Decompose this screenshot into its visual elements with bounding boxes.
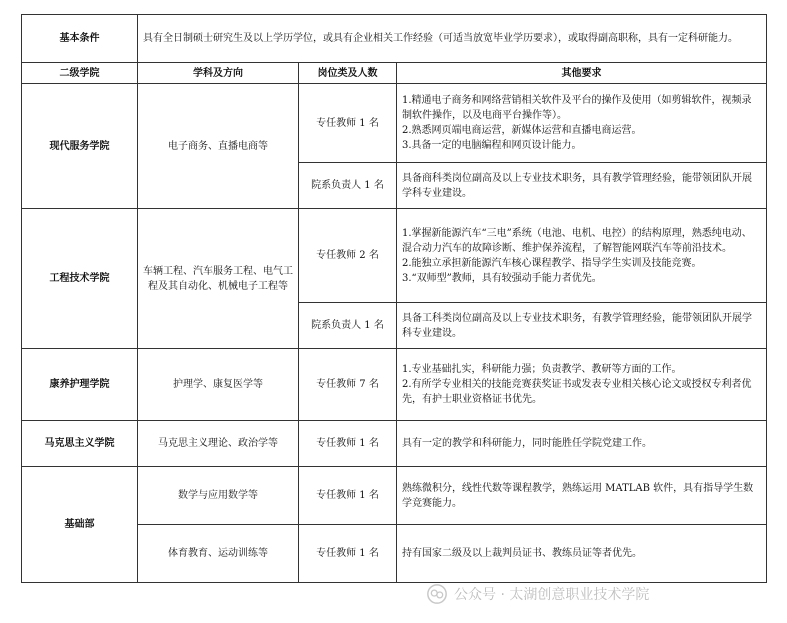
table-row (22, 421, 767, 467)
post-cell: 专任教师 1 名 (299, 467, 397, 525)
table-row (22, 349, 767, 421)
requirement-line: 具备商科类岗位副高及以上专业技术职务，具有教学管理经验，能带领团队开展学科专业建设。 (402, 172, 752, 199)
table-header-row (22, 63, 767, 84)
header-discipline: 学科及方向 (138, 63, 299, 84)
post-cell: 院系负责人 1 名 (299, 163, 397, 209)
requirements-cell (397, 303, 767, 349)
basic-conditions-label: 基本条件 (22, 15, 138, 63)
wechat-watermark (426, 583, 649, 605)
table-row (22, 209, 767, 303)
requirements-cell (397, 525, 767, 583)
requirements-cell (397, 349, 767, 421)
discipline-cell: 护理学、康复医学等 (138, 349, 299, 421)
requirement-line: 2.有所学专业相关的技能竞赛获奖证书或发表专业相关核心论文或授权专利者优先，有护士职业资格证书优先。 (402, 379, 752, 405)
discipline-cell: 体育教育、运动训练等 (138, 525, 299, 583)
requirements-cell (397, 163, 767, 209)
wechat-official-account-icon (426, 583, 448, 605)
requirement-line: 熟练微积分，线性代数等课程教学，熟练运用 MATLAB 软件，具有指导学生数学竞赛能力。 (402, 482, 754, 509)
requirement-line: 3.具备一定的电脑编程和网页设计能力。 (402, 140, 582, 151)
discipline-cell: 马克思主义理论、政治学等 (138, 421, 299, 467)
basic-conditions-text: 具有全日制硕士研究生及以上学历学位，或具有企业相关工作经验（可适当放宽毕业学历要求），或取得副高职称，具有一定科研能力。 (138, 15, 767, 63)
header-requirements: 其他要求 (397, 63, 767, 84)
requirements-cell (397, 421, 767, 467)
college-name: 马克思主义学院 (22, 421, 138, 467)
requirement-line: 具备工科类岗位副高及以上专业技术职务，有教学管理经验，能带领团队开展学科专业建设。 (402, 312, 752, 339)
recruitment-table (21, 14, 767, 583)
requirement-line: 2.能独立承担新能源汽车核心课程教学、指导学生实训及技能竞赛。 (402, 257, 702, 269)
header-post: 岗位类及人数 (299, 63, 397, 84)
post-cell: 专任教师 1 名 (299, 525, 397, 583)
discipline-cell: 电子商务、直播电商等 (138, 84, 299, 209)
discipline-cell: 数学与应用数学等 (138, 467, 299, 525)
requirement-line: 1.精通电子商务和网络营销相关软件及平台的操作及使用（如剪辑软件，视频录制软件操作，以及电商平台操作等）。 (402, 95, 752, 121)
college-name: 基础部 (22, 467, 138, 583)
college-name: 现代服务学院 (22, 84, 138, 209)
discipline-cell: 车辆工程、汽车服务工程、电气工程及其自动化、机械电子工程等 (138, 209, 299, 349)
post-cell: 专任教师 1 名 (299, 84, 397, 163)
requirements-cell (397, 84, 767, 163)
requirement-line: 具有一定的教学和科研能力，同时能胜任学院党建工作。 (402, 438, 652, 449)
basic-conditions-row (22, 15, 767, 63)
header-college: 二级学院 (22, 63, 138, 84)
post-cell: 专任教师 1 名 (299, 421, 397, 467)
requirement-line: 持有国家二级及以上裁判员证书、教练员证等者优先。 (402, 548, 642, 559)
requirement-line: 1.掌握新能源汽车“三电”系统（电池、电机、电控）的结构原理，熟悉纯电动、混合动力汽车的故障诊断、维护保养流程，了解智能网联汽车等前沿技术。 (402, 227, 752, 254)
requirement-line: 3.“双师型”教师，具有较强动手能力者优先。 (402, 272, 602, 284)
post-cell: 院系负责人 1 名 (299, 303, 397, 349)
watermark-text: 公众号 · 太湖创意职业技术学院 (454, 587, 650, 603)
table-row (22, 467, 767, 525)
college-name: 康养护理学院 (22, 349, 138, 421)
requirements-cell (397, 209, 767, 303)
post-cell: 专任教师 7 名 (299, 349, 397, 421)
post-cell: 专任教师 2 名 (299, 209, 397, 303)
requirement-line: 1.专业基础扎实，科研能力强；负责教学、教研等方面的工作。 (402, 364, 682, 375)
requirements-cell (397, 467, 767, 525)
requirement-line: 2.熟悉网页端电商运营，新媒体运营和直播电商运营。 (402, 125, 642, 136)
table-row (22, 84, 767, 163)
college-name: 工程技术学院 (22, 209, 138, 349)
